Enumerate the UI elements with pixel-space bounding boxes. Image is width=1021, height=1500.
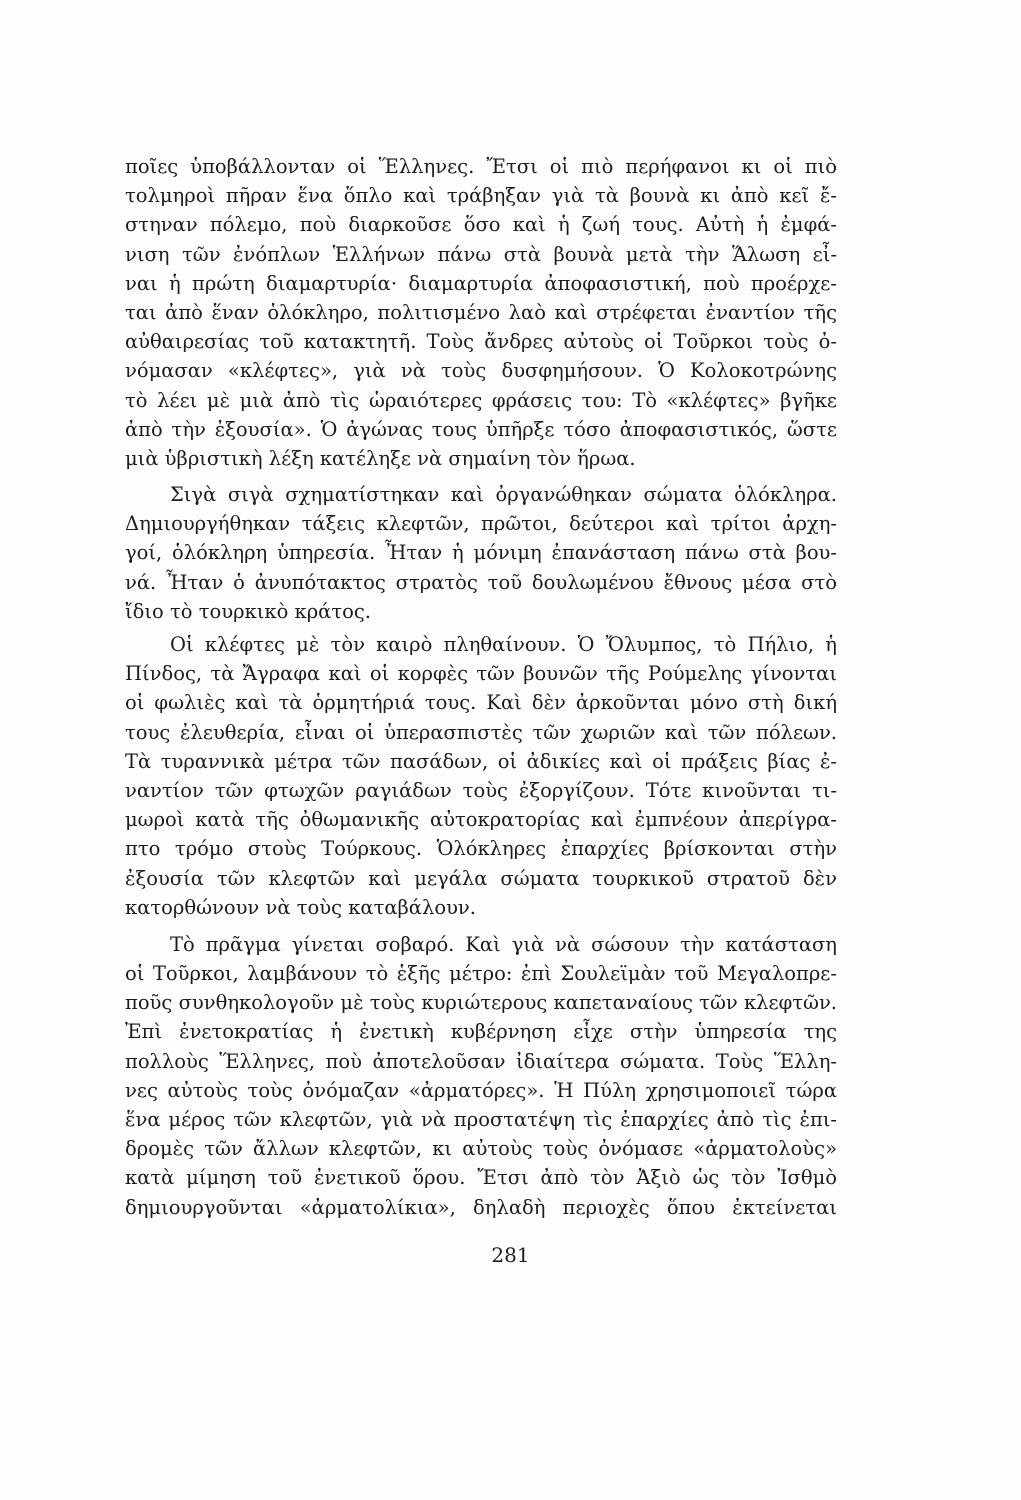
text-line: τολμηροὶ πῆραν ἕνα ὅπλο καὶ τράβηξαν γιὰ τὰ βουνὰ κι ἀπὸ κεῖ ἔ- bbox=[125, 184, 837, 208]
text-line: αὐθαιρεσίας τοῦ κατακτητῆ. Τοὺς ἄνδρες αὐτοὺς οἱ Τοῦρκοι τοὺς ὀ- bbox=[125, 330, 837, 354]
text-line: νά. Ἦταν ὁ ἀνυπότακτος στρατὸς τοῦ δουλωμένου ἔθνους μέσα στὸ bbox=[125, 570, 837, 594]
text-line: ἐξουσία τῶν κλεφτῶν καὶ μεγάλα σώματα τουρκικοῦ στρατοῦ δὲν bbox=[125, 866, 837, 890]
paragraph-3 bbox=[125, 630, 837, 922]
text-line: Τὰ τυραννικὰ μέτρα τῶν πασάδων, οἱ ἀδικίες καὶ οἱ πράξεις βίας ἐ- bbox=[125, 749, 837, 773]
page-number: 281 bbox=[491, 1243, 530, 1267]
text-line: οἱ Τοῦρκοι, λαμβάνουν τὸ ἑξῆς μέτρο: ἐπὶ Σουλεϊμὰν τοῦ Μεγαλοπρε- bbox=[125, 962, 837, 986]
paragraph-2 bbox=[125, 480, 837, 626]
paragraph-4 bbox=[125, 930, 837, 1222]
text-line: κατὰ μίμηση τοῦ ἐνετικοῦ ὅρου. Ἔτσι ἀπὸ τὸν Ἀξιὸ ὡς τὸν Ἰσθμὸ bbox=[125, 1166, 837, 1190]
text-line: Πίνδος, τὰ Ἄγραφα καὶ οἱ κορφὲς τῶν βουνῶν τῆς Ρούμελης γίνονται bbox=[125, 662, 837, 686]
text-line: ἴδιο τὸ τουρκικὸ κράτος. bbox=[125, 599, 371, 623]
text-line: γοί, ὁλόκληρη ὑπηρεσία. Ἦταν ἡ μόνιμη ἐπανάσταση πάνω στὰ βου- bbox=[125, 541, 837, 565]
text-line: πτο τρόμο στοὺς Τούρκους. Ὁλόκληρες ἐπαρχίες βρίσκονται στὴν bbox=[125, 837, 837, 861]
text-line: πολλοὺς Ἕλληνες, ποὺ ἀποτελοῦσαν ἰδιαίτερα σώματα. Τοὺς Ἕλλη- bbox=[125, 1049, 837, 1073]
text-line: νόμασαν «κλέφτες», γιὰ νὰ τοὺς δυσφημήσουν. Ὁ Κολοκοτρώνης bbox=[125, 359, 837, 383]
text-line: τους ἐλευθερία, εἶναι οἱ ὑπερασπιστὲς τῶν χωριῶν καὶ τῶν πόλεων. bbox=[125, 720, 837, 744]
text-line: ποῖες ὑποβάλλονταν οἱ Ἕλληνες. Ἔτσι οἱ πιὸ περήφανοι κι οἱ πιὸ bbox=[125, 155, 837, 178]
text-line: Σιγὰ σιγὰ σχηματίστηκαν καὶ ὀργανώθηκαν σώματα ὁλόκληρα. bbox=[170, 483, 837, 507]
text-line: ναι ἡ πρώτη διαμαρτυρία· διαμαρτυρία ἀποφασιστική, ποὺ προέρχε- bbox=[125, 271, 837, 295]
text-line: Δημιουργήθηκαν τάξεις κλεφτῶν, πρῶτοι, δεύτεροι καὶ τρίτοι ἀρχη- bbox=[125, 512, 837, 536]
text-line: ναντίον τῶν φτωχῶν ραγιάδων τοὺς ἐξοργίζουν. Τότε κινοῦνται τι- bbox=[125, 778, 837, 802]
text-line: Ἐπὶ ἐνετοκρατίας ἡ ἐνετικὴ κυβέρνηση εἶχε στὴν ὑπηρεσία της bbox=[125, 1020, 837, 1044]
text-line: κατορθώνουν νὰ τοὺς καταβάλουν. bbox=[125, 895, 476, 919]
text-line: νιση τῶν ἐνόπλων Ἑλλήνων πάνω στὰ βουνὰ μετὰ τὴν Ἅλωση εἶ- bbox=[125, 242, 837, 266]
text-line: νες αὐτοὺς τοὺς ὀνόμαζαν «ἀρματόρες». Ἡ Πύλη χρησιμοποιεῖ τώρα bbox=[125, 1078, 837, 1102]
paragraph-1 bbox=[125, 152, 837, 473]
text-line: Οἱ κλέφτες μὲ τὸν καιρὸ πληθαίνουν. Ὁ Ὄλυμπος, τὸ Πήλιο, ἡ bbox=[170, 633, 837, 656]
text-line: μωροὶ κατὰ τῆς ὀθωμανικῆς αὐτοκρατορίας καὶ ἐμπνέουν ἀπερίγρα- bbox=[125, 808, 837, 832]
body-text bbox=[125, 152, 837, 1222]
text-line: μιὰ ὑβριστικὴ λέξη κατέληξε νὰ σημαίνη τὸν ἥρωα. bbox=[125, 446, 636, 470]
text-line: δρομὲς τῶν ἄλλων κλεφτῶν, κι αὐτοὺς τοὺς ὀνόμασε «ἀρματολοὺς» bbox=[125, 1137, 837, 1161]
text-line: Τὸ πρᾶγμα γίνεται σοβαρό. Καὶ γιὰ νὰ σώσουν τὴν κατάσταση bbox=[170, 932, 837, 956]
text-line: στηναν πόλεμο, ποὺ διαρκοῦσε ὅσο καὶ ἡ ζωή τους. Αὐτὴ ἡ ἐμφά- bbox=[125, 213, 837, 237]
text-line: ἕνα μέρος τῶν κλεφτῶν, γιὰ νὰ προστατέψη τὶς ἐπαρχίες ἀπὸ τὶς ἐπι- bbox=[125, 1108, 837, 1131]
text-line: ποῦς συνθηκολογοῦν μὲ τοὺς κυριώτερους καπεταναίους τῶν κλεφτῶν. bbox=[125, 991, 837, 1015]
text-line: τὸ λέει μὲ μιὰ ἀπὸ τὶς ὡραιότερες φράσεις του: Τὸ «κλέφτες» βγῆκε bbox=[125, 388, 837, 412]
text-line: ἀπὸ τὴν ἐξουσία». Ὁ ἀγώνας τους ὑπῆρξε τόσο ἀποφασιστικός, ὥστε bbox=[125, 417, 837, 441]
text-line: δημιουργοῦνται «ἀρματολίκια», δηλαδὴ περιοχὲς ὅπου ἐκτείνεται bbox=[125, 1195, 837, 1219]
text-line: οἱ φωλιὲς καὶ τὰ ὁρμητήριά τους. Καὶ δὲν ἀρκοῦνται μόνο στὴ δική bbox=[125, 691, 837, 715]
text-line: ται ἀπὸ ἕναν ὁλόκληρο, πολιτισμένο λαὸ καὶ στρέφεται ἐναντίον τῆς bbox=[125, 300, 837, 324]
